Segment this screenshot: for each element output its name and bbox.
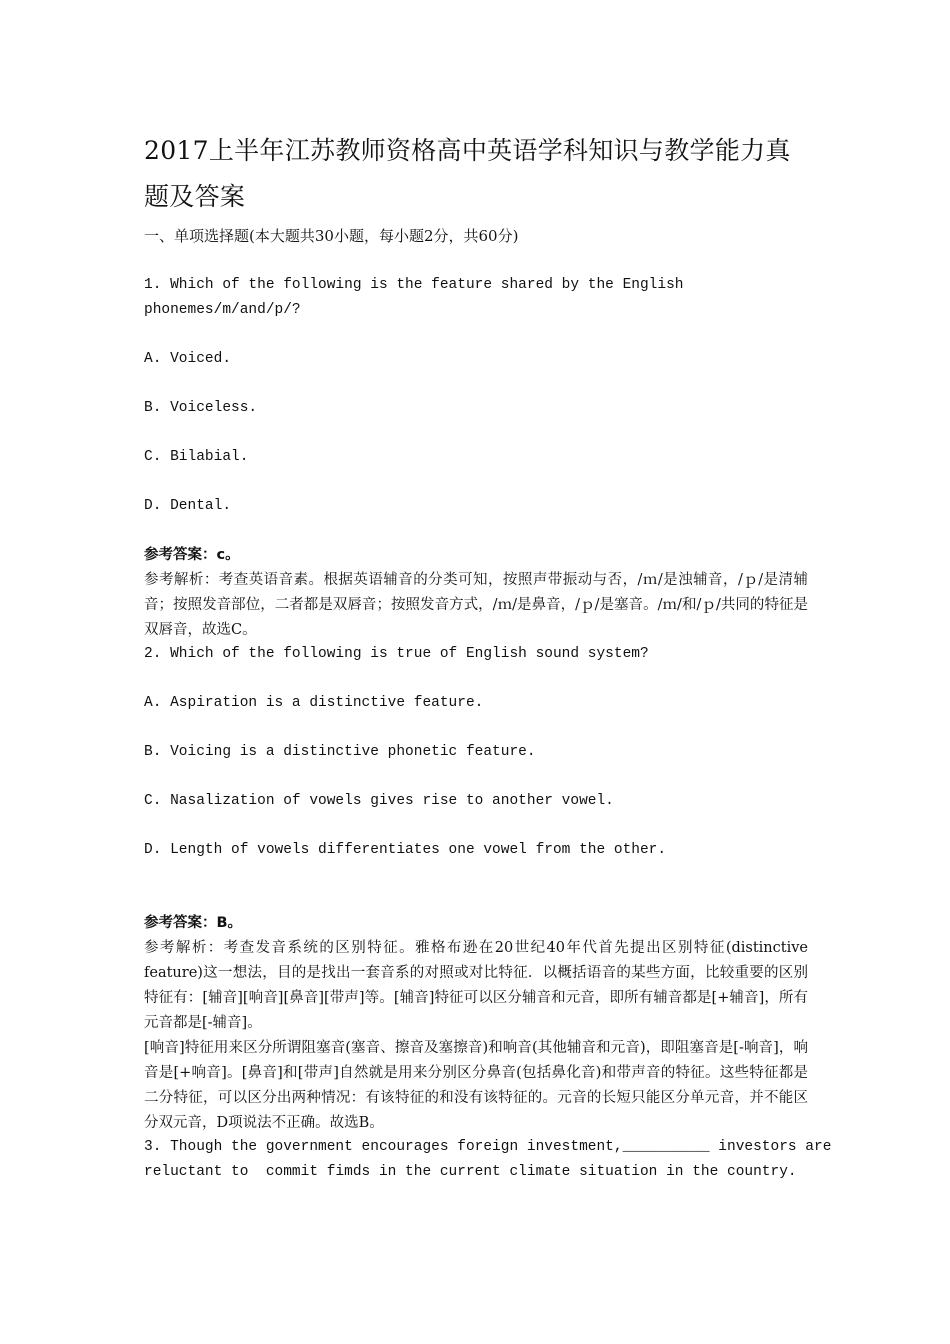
- question-1-option-c: C. Bilabial.: [144, 449, 249, 465]
- question-2-stem-line-1: 2. Which of the following is true of English sound system?: [144, 646, 649, 662]
- question-3-stem-line-1: 3. Though the government encourages foreign investment,__________ investors are: [144, 1139, 832, 1155]
- question-1-option-a: A. Voiced.: [144, 351, 232, 367]
- question-1-explanation-paragraph: 参考解析：考查英语音素。根据英语辅音的分类可知，按照声带振动与否，/ｍ/是浊辅音，/ｐ/是清辅音；按照发音部位，二者都是双唇音；按照发音方式，/ｍ/是鼻音，/ｐ/是塞音。/ｍ/和/ｐ/共同的特征是双唇音，故选C。: [144, 572, 808, 638]
- question-1-answer: 参考答案：c。: [144, 547, 240, 563]
- section-heading: 一、单项选择题(本大题共30小题，每小题2分，共60分): [144, 227, 519, 245]
- question-2-option-d: D. Length of vowels differentiates one vowel from the other.: [144, 842, 667, 858]
- question-1-stem-line-1: 1. Which of the following is the feature shared by the English: [144, 277, 684, 293]
- question-1-option-b: B. Voiceless.: [144, 400, 258, 416]
- question-2-explanation-paragraph-2: [响音]特征用来区分所谓阻塞音(塞音、擦音及塞擦音)和响音(其他辅音和元音)，即阻塞音是[-响音]，响音是[+响音]。[鼻音]和[带声]自然就是用来分别区分鼻音(包括鼻化音)和带声音的特征。这些特征都是二分特征，可以区分出两种情况：有该特征的和没有该特征的。元音的长短只能区分单元音，并不能区分双元音，D项说法不正确。故选B。: [144, 1040, 808, 1131]
- question-2-option-c: C. Nasalization of vowels gives rise to another vowel.: [144, 793, 614, 809]
- question-1-stem-line-2: phonemes/m/and/p/?: [144, 302, 301, 318]
- question-2-explanation-paragraph-1: 参考解析：考查发音系统的区别特征。雅格布逊在20世纪40年代首先提出区别特征(distinctive feature)这一想法，目的是找出一套音系的对照或对比特征．以概括语音的某些方面，比较重要的区别特征有：[辅音][响音][鼻音][带声]等。[辅音]特征可以区分辅音和元音，即所有辅音都是[+辅音]，所有元音都是[-辅音]。: [144, 940, 808, 1031]
- question-2-option-b: B. Voicing is a distinctive phonetic feature.: [144, 744, 536, 760]
- question-1-explanation: [144, 568, 808, 643]
- question-2-answer: 参考答案：B。: [144, 915, 243, 931]
- question-3-stem-line-2: reluctant to commit fimds in the current climate situation in the country.: [144, 1164, 797, 1180]
- question-2-option-a: A. Aspiration is a distinctive feature.: [144, 695, 484, 711]
- question-1-option-d: D. Dental.: [144, 498, 232, 514]
- question-2-explanation: [144, 936, 808, 1136]
- page-title: 2017上半年江苏教师资格高中英语学科知识与教学能力真题及答案: [144, 136, 791, 211]
